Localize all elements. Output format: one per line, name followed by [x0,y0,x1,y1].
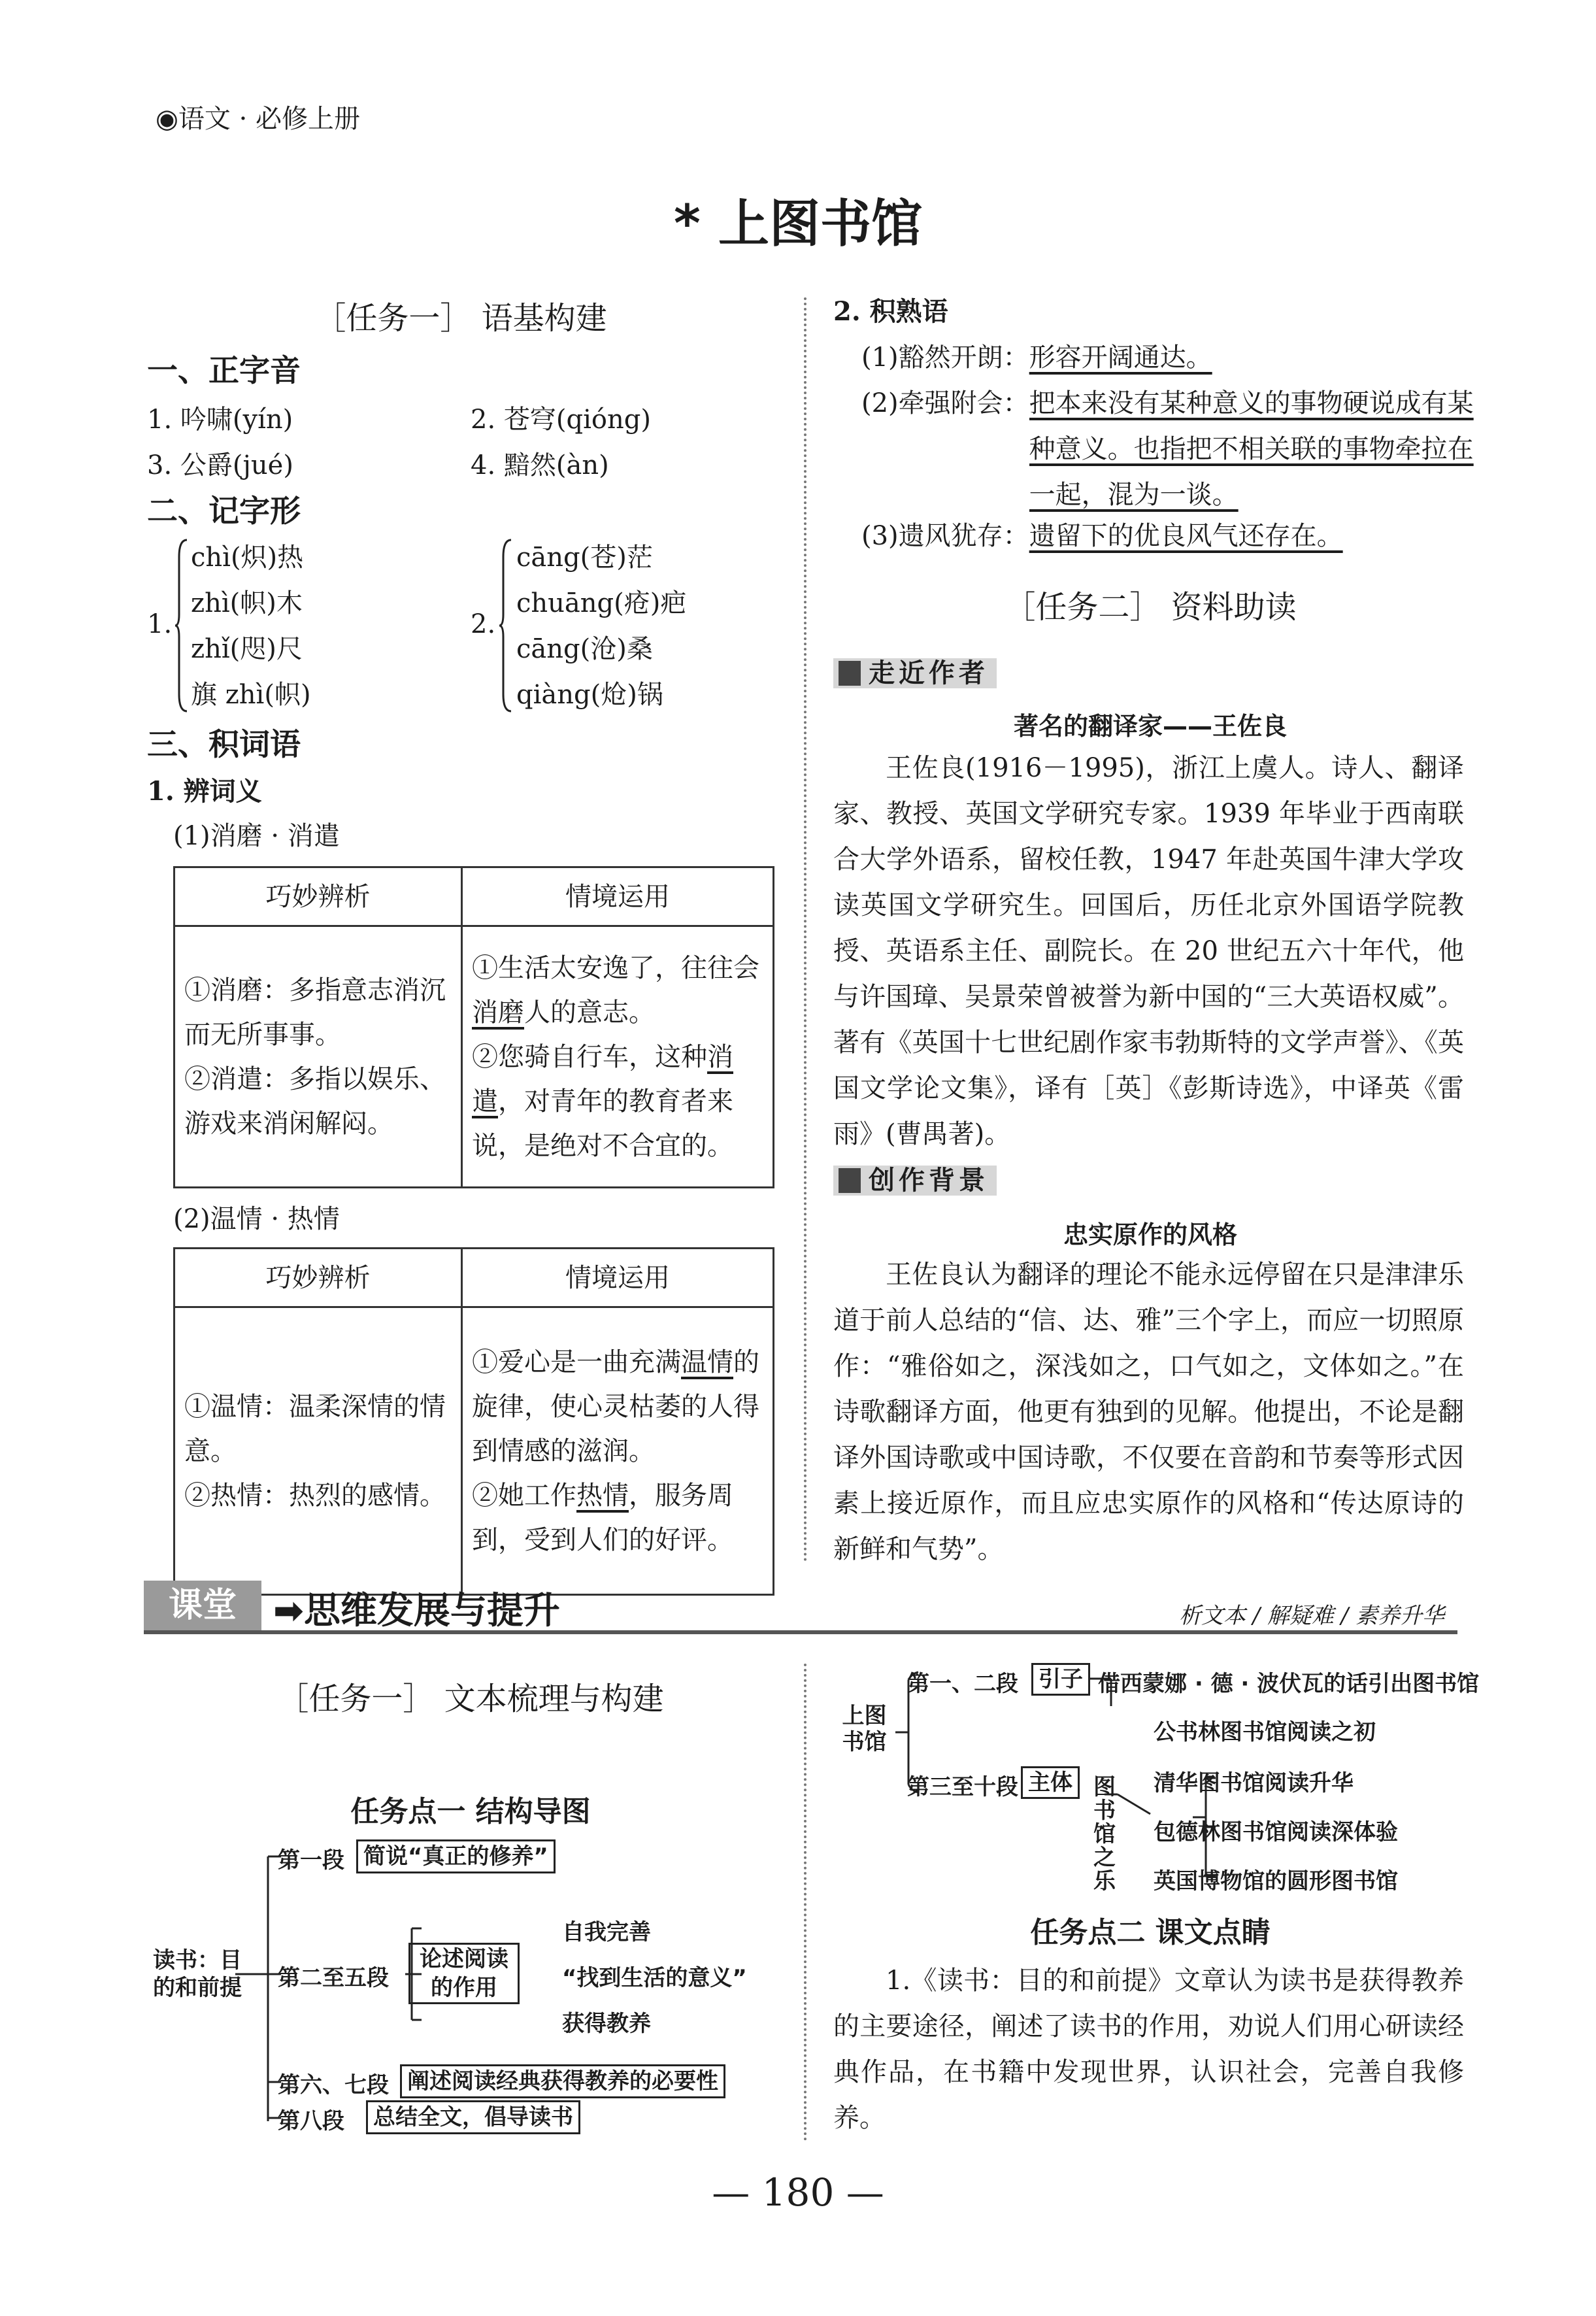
tag-background: 创作背景 [833,1160,997,1197]
table-header: 巧妙辨析 [175,867,462,926]
task-heading-1: ［任务一］ 语基构建 [314,300,607,337]
idiom-item: (3)遗风犹存：遗留下的优良风气还存在。 [861,521,1343,551]
author-heading: 著名的翻译家——王佐良 [1013,712,1287,741]
banner-subtitle: 析文本 / 解疑难 / 素养升华 [1178,1603,1444,1629]
glyph-item: cāng(沧)桑 [516,634,653,664]
author-paragraph: 王佐良(1916－1995)，浙江上虞人。诗人、翻译家、教授、英国文学研究专家。1939 年毕业于西南联合大学外语系，留校任教，1947 年赴英国牛津大学攻读英国文学研究生。回国后，历任北京外国语学院教授、英语系主任、副院长。在 20 世纪五六十年代，他与许国璋、吴景荣曾被誉为新中国的“三大英语权威”。著有《英国十七世纪剧作家韦勃斯特的文学声誉》、《英国文学论文集》，译有［英］《彭斯诗选》，中译英《雷雨》(曹禺著)。 [833,753,1464,1149]
map-leaf: 包德林图书馆阅读深体验 [1154,1819,1398,1845]
map-node: 第二至五段 [278,1965,389,1991]
map-box: 阐述阅读经典获得教养的必要性 [400,2064,725,2098]
glyph-item: zhǐ(咫)尺 [191,634,303,664]
table-cell [462,1307,774,1595]
task-heading-3: ［任务一］ 文本梳理与构建 [277,1681,664,1717]
keyword: 消磨 [472,997,524,1028]
glyph-group-number: 2. [471,609,496,639]
pron-item: 4. 黯然(àn) [471,450,609,480]
map-mid: 图书馆之乐 [1093,1774,1116,1894]
usage-line: ①爱心是一曲充满温情的旋律，使心灵枯萎的人得到情感的滋润。 [472,1347,759,1466]
map-leaf: 公书林图书馆阅读之初 [1154,1719,1376,1745]
map-node: 第八段 [278,2108,344,2134]
analysis-line: ②消遣：多指以娱乐、游戏来消闲解闷。 [184,1064,446,1139]
map-leaf: 清华图书馆阅读升华 [1154,1770,1354,1796]
map-box: 引子 [1031,1663,1090,1696]
table-header: 情境运用 [462,867,774,926]
map-box: 简说“真正的修养” [356,1839,556,1873]
section-words: 三、积词语 [147,727,301,763]
map-leaf: 获得教养 [562,2011,651,2037]
table-cell [175,1307,462,1595]
page-title: * 上图书馆 [674,195,922,254]
table-caption: (1)消磨 · 消遣 [173,821,340,851]
map-node: 第三至十段 [907,1774,1018,1800]
map-leaf: 英国博物馆的圆形图书馆 [1154,1868,1398,1894]
page-number: — 180 — [712,2170,884,2215]
keyword: 温情 [681,1347,733,1377]
tag-square-icon [839,661,861,686]
table-cell [462,926,774,1188]
subsection-idioms: 2. 积熟语 [833,296,948,327]
usage-line: ②她工作热情，服务周到，受到人们的好评。 [472,1480,733,1555]
background-paragraph: 王佐良认为翻译的理论不能永远停留在只是津津乐道于前人总结的“信、达、雅”三个字上，而应一切照原作：“雅俗如之，深浅如之，口气如之，文体如之。”在诗歌翻译方面，他更有独到的见解。他提出，不论是翻译外国诗歌或中国诗歌，不仅要在音韵和节奏等形式因素上接近原作，而且应忠实原作的风格和“传达原诗的新鲜和气势”。 [833,1260,1464,1564]
usage-line: ②您骑自行车，这种消遣，对青年的教育者来说，是绝对不合宜的。 [472,1041,733,1161]
map-node: 第六、七段 [278,2072,389,2098]
glyph-item: zhì(帜)木 [191,588,303,618]
section-glyph: 二、记字形 [147,494,301,529]
usage-line: ①生活太安逸了，往往会消磨人的意志。 [472,952,759,1028]
pron-item: 1. 吟啸(yín) [147,405,293,435]
analysis-line: ②热情：热烈的感情。 [184,1480,446,1511]
glyph-item: qiàng(炝)锅 [516,680,663,710]
subsection-meaning: 1. 辨词义 [147,776,262,807]
glyph-group-number: 1. [147,609,173,639]
pron-item: 2. 苍穹(qióng) [471,405,651,435]
table-header: 情境运用 [462,1249,774,1307]
idiom-item: (1)豁然开朗：形容开阔通达。 [861,343,1212,373]
brace-icon [175,537,188,714]
map-box: 主体 [1021,1766,1080,1799]
map-leaf: “找到生活的意义” [562,1965,747,1991]
analysis-line: ①温情：温柔深情的情意。 [184,1391,446,1466]
point-heading-1: 任务点一 结构导图 [350,1795,591,1828]
point-heading-2: 任务点二 课文点睛 [1030,1916,1271,1949]
classroom-banner [144,1575,1457,1634]
pron-item: 3. 公爵(jué) [147,450,293,480]
analysis-line: ①消磨：多指意志消沉而无所事事。 [184,975,446,1050]
tag-square-icon [839,1168,861,1193]
map-root: 读书：目的和前提 [153,1947,242,2001]
idiom-item: (2)牵强附会： 把本来没有某种意义的事物硬说成有某种意义。也指把不相关联的事物牵拉在一起，混为一谈。 [861,388,1474,510]
keyword: 热情 [576,1480,629,1511]
map-root: 上图书馆 [842,1703,887,1755]
tag-author: 走近作者 [833,652,997,690]
table-caption: (2)温情 · 热情 [173,1204,340,1234]
table-header: 巧妙辨析 [175,1249,462,1307]
map-box: 总结全文，倡导读书 [366,2100,580,2134]
map-leaf: 自我完善 [562,1919,651,1945]
banner-title: ➡思维发展与提升 [273,1590,560,1632]
keyword: 消遣 [472,1041,733,1116]
section-pronunciation: 一、正字音 [147,353,301,389]
glyph-item: chuāng(疮)疤 [516,588,687,618]
word-table-1 [173,866,774,1188]
banner-tag: 课堂 [144,1581,261,1630]
brace-icon [499,537,512,714]
glyph-item: chì(炽)热 [191,543,304,573]
map-box: 论述阅读的作用 [408,1943,520,2004]
map-node: 第一、二段 [907,1671,1018,1697]
point2-paragraph: 1.《读书：目的和前提》文章认为读书是获得教养的主要途径，阐述了读书的作用，劝说人们用心研读经典作品，在书籍中发现世界，认识社会，完善自我修养。 [833,1966,1464,2133]
task-heading-2: ［任务二］ 资料助读 [1004,589,1297,626]
word-table-2 [173,1247,774,1596]
page-header: ◉语文 · 必修上册 [156,104,361,134]
column-divider [804,297,806,1562]
background-heading: 忠实原作的风格 [1063,1220,1237,1249]
column-divider [804,1664,806,2141]
glyph-item: 旗 zhì(帜) [191,680,311,710]
map-node: 第一段 [278,1847,344,1873]
glyph-item: cāng(苍)茫 [516,543,653,573]
map-text: 借西蒙娜 · 德 · 波伏瓦的话引出图书馆 [1098,1671,1480,1697]
table-cell [175,926,462,1188]
